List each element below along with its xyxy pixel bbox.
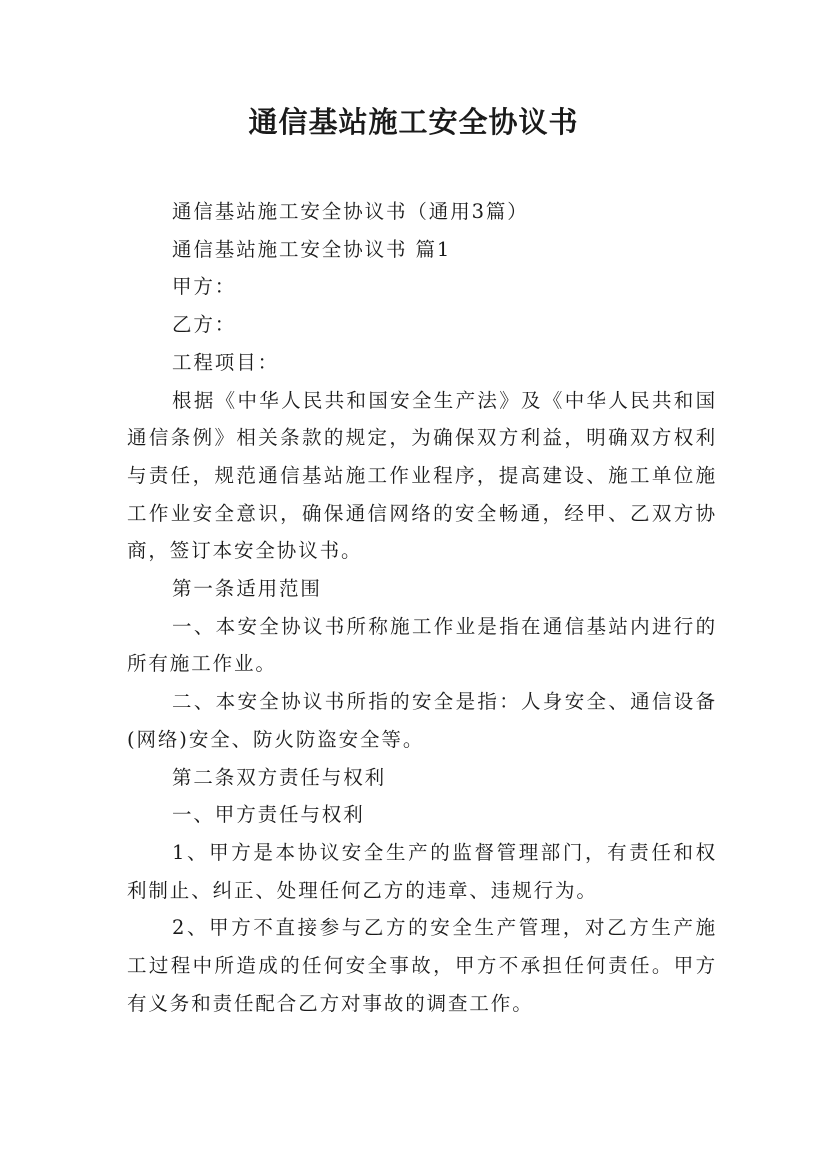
paragraph-article-2-clause-2: 2、甲方不直接参与乙方的安全生产管理，对乙方生产施工过程中所造成的任何安全事故，甲方不承担任何责任。甲方有义务和责任配合乙方对事故的调查工作。 (127, 916, 717, 1015)
paragraph-project: 工程项目： (172, 350, 280, 374)
paragraph-article-2-clause-1: 1、甲方是本协议安全生产的监督管理部门，有责任和权利制止、纠正、处理任何乙方的违章、违规行为。 (127, 840, 717, 902)
paragraph-article-1-item-2: 二、本安全协议书所指的安全是指：人身安全、通信设备(网络)安全、防火防盗安全等。 (127, 690, 717, 751)
document-title: 通信基站施工安全协议书 (248, 105, 579, 139)
document-body (127, 193, 717, 1022)
paragraph-article-2-section-1: 一、甲方责任与权利 (172, 803, 365, 827)
paragraph-party-a: 甲方： (172, 275, 237, 299)
paragraph-article-2: 第二条双方责任与权利 (172, 765, 387, 789)
paragraph-section-heading: 通信基站施工安全协议书 篇1 (172, 237, 452, 261)
paragraph-preamble: 根据《中华人民共和国安全生产法》及《中华人民共和国通信条例》相关条款的规定，为确保双方利益，明确双方权利与责任，规范通信基站施工作业程序，提高建设、施工单位施工作业安全意识，确保通信网络的安全畅通，经甲、乙双方协商，签订本安全协议书。 (127, 388, 717, 563)
paragraph-article-1-item-1: 一、本安全协议书所称施工作业是指在通信基站内进行的所有施工作业。 (127, 614, 717, 676)
paragraph-party-b: 乙方： (172, 313, 237, 337)
paragraph-subtitle: 通信基站施工安全协议书（通用3篇） (172, 200, 529, 223)
paragraph-article-1: 第一条适用范围 (172, 577, 322, 601)
